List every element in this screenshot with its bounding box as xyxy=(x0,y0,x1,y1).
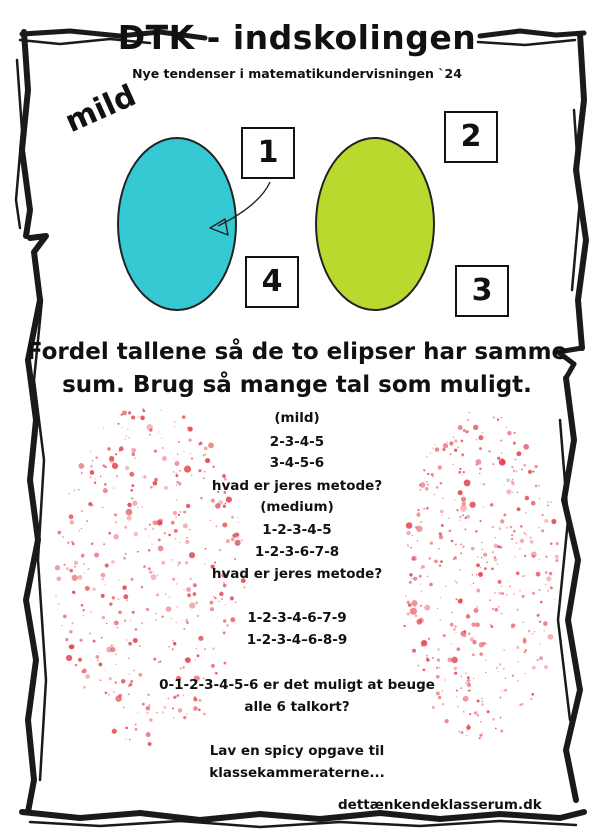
number-card-4: 4 xyxy=(245,256,299,308)
instruction-line-2: sum. Brug så mange tal som muligt. xyxy=(62,371,532,398)
task-instruction xyxy=(20,336,574,401)
exercise-line: Lav en spicy opgave til xyxy=(209,743,385,759)
exercise-line: (medium) xyxy=(260,499,334,515)
exercise-line: 1-2-3-6-7-8 xyxy=(254,544,340,560)
exercise-line: 1-2-3-4-5 xyxy=(262,522,332,538)
website-url: dettænkendeklasserum.dk xyxy=(338,797,542,813)
exercise-line: alle 6 talkort? xyxy=(244,699,350,715)
exercise-line: 1-2-3-4–6-8-9 xyxy=(246,632,348,648)
exercise-line: 2-3-4-5 xyxy=(269,434,325,450)
instruction-line-1: Fordel tallene så de to elipser har samme xyxy=(26,339,568,365)
number-card-1: 1 xyxy=(241,127,295,179)
exercise-line: hvad er jeres metode? xyxy=(211,478,383,494)
exercise-line: 0-1-2-3-4-5-6 er det muligt at beuge xyxy=(159,677,435,693)
exercise-line: (mild) xyxy=(274,410,320,426)
difficulty-label: mild xyxy=(60,78,142,140)
exercise-line: 3-4-5-6 xyxy=(269,455,325,471)
number-card-3: 3 xyxy=(455,265,509,317)
exercise-line: hvad er jeres metode? xyxy=(211,566,383,582)
page-subtitle: Nye tendenser i matematikundervisningen `24 xyxy=(132,66,462,81)
number-card-2: 2 xyxy=(444,111,498,163)
exercise-line: klassekammeraterne... xyxy=(209,765,385,781)
exercise-line: 1-2-3-4-6-7-9 xyxy=(247,610,347,626)
page-title: DTK - indskolingen xyxy=(117,18,477,57)
